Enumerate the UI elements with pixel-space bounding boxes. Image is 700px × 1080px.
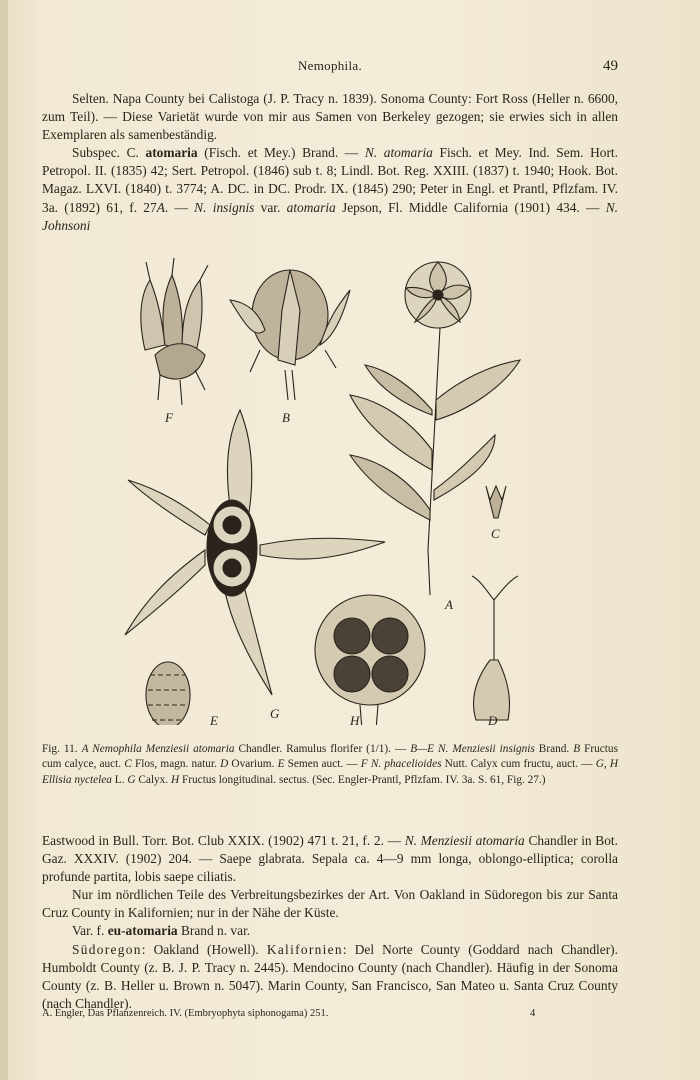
caption-text: Ovarium.: [228, 758, 278, 771]
figure-label-d: D: [488, 713, 498, 728]
figure-b-fruit: [230, 270, 350, 400]
figure-ref: A: [156, 199, 165, 215]
caption-letter: E: [277, 758, 285, 771]
paragraph-text: : Del Norte County (Goddard nach Chandler). Humboldt County (z. B. J. P. Tracy n. 2445). Mendocino County (nach Chandler). Häufig in der Sonoma County (z. B. Heller u. Brown n. 5047). Marin County, San Francisco, San Mateo u. Santa Cruz County (nach Chandler).: [42, 941, 618, 1011]
paragraph-text: Nur im nördlichen Teile des Verbreitungsbezirkes der Art. Von Oakland in Südoregon bis zur Santa Cruz County in Kalifornien; nur in der Nähe der Küste.: [42, 887, 618, 921]
subspecies-lead: Subspec. C.: [72, 145, 146, 161]
paragraph-eastwood: [42, 832, 618, 886]
synonym-name: N. insignis: [194, 199, 255, 215]
bottom-text: [42, 832, 618, 1013]
caption-text: Calyx.: [135, 773, 171, 786]
caption-taxon: F N. phacelioides: [360, 758, 442, 771]
figure-e-seed: [146, 662, 190, 725]
caption-letter: D: [220, 758, 229, 771]
figure-label-e: E: [210, 713, 218, 728]
page-footer: [42, 1008, 618, 1019]
citation-text: var.: [254, 199, 287, 215]
paragraph-subspecies: [42, 144, 618, 234]
caption-text: Fructus cum calyce, auct.: [42, 743, 618, 771]
paragraph-distribution: [42, 886, 618, 922]
figure-label-a: A: [445, 597, 453, 612]
citation-text: Fisch. et Mey. Ind. Sem. Hort. Petropol. II. (1835) 42; Sert. Petropol. (1846) sub t. 8; Lindl. Bot. Reg. XXIII. (1837) t. 1940; Hook. Bot. Magaz. LXVI. (1840) t. 3774; A. DC. in DC. Prodr. IX. (1845) 290; Peter in Engl. et Prantl, Pflzfam. IV. 3a. (1892) 61, f. 27: [42, 145, 618, 215]
variety-name: eu-atomaria: [107, 923, 178, 939]
caption-letter: C: [124, 758, 132, 771]
variety-author: Brand n. var.: [177, 923, 251, 939]
caption-taxon: B—E N. Menziesii insignis: [410, 743, 535, 755]
page-header: [42, 58, 618, 76]
synonym-name: N. Menziesii atomaria: [404, 833, 525, 848]
variety-lead: Var. f.: [72, 923, 108, 939]
caption-letter: H: [170, 773, 180, 786]
paragraph-variety: [42, 922, 618, 940]
figure-label-f: F: [165, 410, 173, 425]
figure-label-c: C: [491, 526, 500, 541]
synonym-name: N. Johnsoni: [42, 199, 618, 233]
footer-source: A. Engler, Das Pflanzenreich. IV. (Embryophyta siphonogama) 251.: [42, 1008, 329, 1019]
paragraph-text: Eastwood in Bull. Torr. Bot. Club XXIX. (1902) 471 t. 21, f. 2. —: [42, 833, 405, 848]
page-binding-edge: [0, 0, 8, 1080]
page-number: 49: [603, 58, 618, 74]
caption-text: Brand.: [534, 743, 574, 755]
footer-signature: 4: [530, 1008, 536, 1019]
figure-d-ovary: [472, 576, 518, 720]
caption-letter: G: [127, 773, 136, 786]
caption-text: Fig. 11.: [42, 743, 82, 755]
paragraph-text: Chandler in Bot. Gaz. XXXIV. (1902) 204. — Saepe glabrata. Sepala ca. 4—9 mm longa, oblongo-elliptica; corolla profunde partita, lobis saepe ciliatis.: [42, 833, 618, 885]
figure-h-section: [315, 595, 425, 725]
figure-c-flower: [486, 486, 506, 518]
paragraph-text: : Oakland (Howell).: [141, 941, 267, 957]
figure-caption: [42, 742, 618, 788]
caption-taxon: A Nemophila Menziesii atomaria: [81, 743, 235, 755]
caption-text: Nutt. Calyx cum fructu, auct. —: [441, 758, 596, 771]
caption-text: Fructus longitudinal. sectus. (Sec. Engler-Prantl, Pflzfam. IV. 3a. S. 61, Fig. 27.): [179, 773, 546, 786]
figure-label-g: G: [270, 706, 280, 721]
caption-text: L.: [111, 773, 128, 786]
botanical-figure: [110, 250, 530, 728]
region-name: Kalifornien: [266, 941, 343, 957]
top-text: [42, 90, 618, 235]
caption-letter: B: [573, 743, 581, 755]
caption-text: Chandler. Ramulus florifer (1/1). —: [234, 743, 411, 755]
running-head: Nemophila.: [297, 58, 362, 73]
caption-text: Flos, magn. natur.: [131, 758, 221, 771]
synonym-name: N. atomaria: [364, 145, 433, 161]
synonym-name: atomaria: [286, 199, 336, 215]
subspecies-author: (Fisch. et Mey.) Brand. —: [197, 145, 365, 161]
paragraph-selten: [42, 90, 618, 144]
figure-f-calyx: [141, 258, 208, 405]
citation-text: . —: [164, 199, 195, 215]
figure-illustration: [110, 250, 530, 725]
subspecies-name: atomaria: [145, 145, 198, 161]
caption-paragraph: [42, 742, 618, 788]
paragraph-text: Selten. Napa County bei Calistoga (J. P. Tracy n. 1839). Sonoma County: Fort Ross (Heller n. 6600, zum Teil). — Diese Varietät wurde von mir aus Samen von Berkeley gezogen; sie erwies sich in allen Exemplaren als samenbeständig.: [42, 91, 618, 143]
region-name: Südoregon: [72, 941, 142, 957]
paragraph-localities: [42, 941, 618, 1013]
figure-label-b: B: [282, 410, 290, 425]
figure-label-h: H: [350, 713, 360, 728]
caption-taxon: G, H Ellisia nyctelea: [42, 758, 619, 786]
caption-text: Semen auct. —: [284, 758, 361, 771]
citation-text: Jepson, Fl. Middle California (1901) 434. —: [335, 199, 606, 215]
